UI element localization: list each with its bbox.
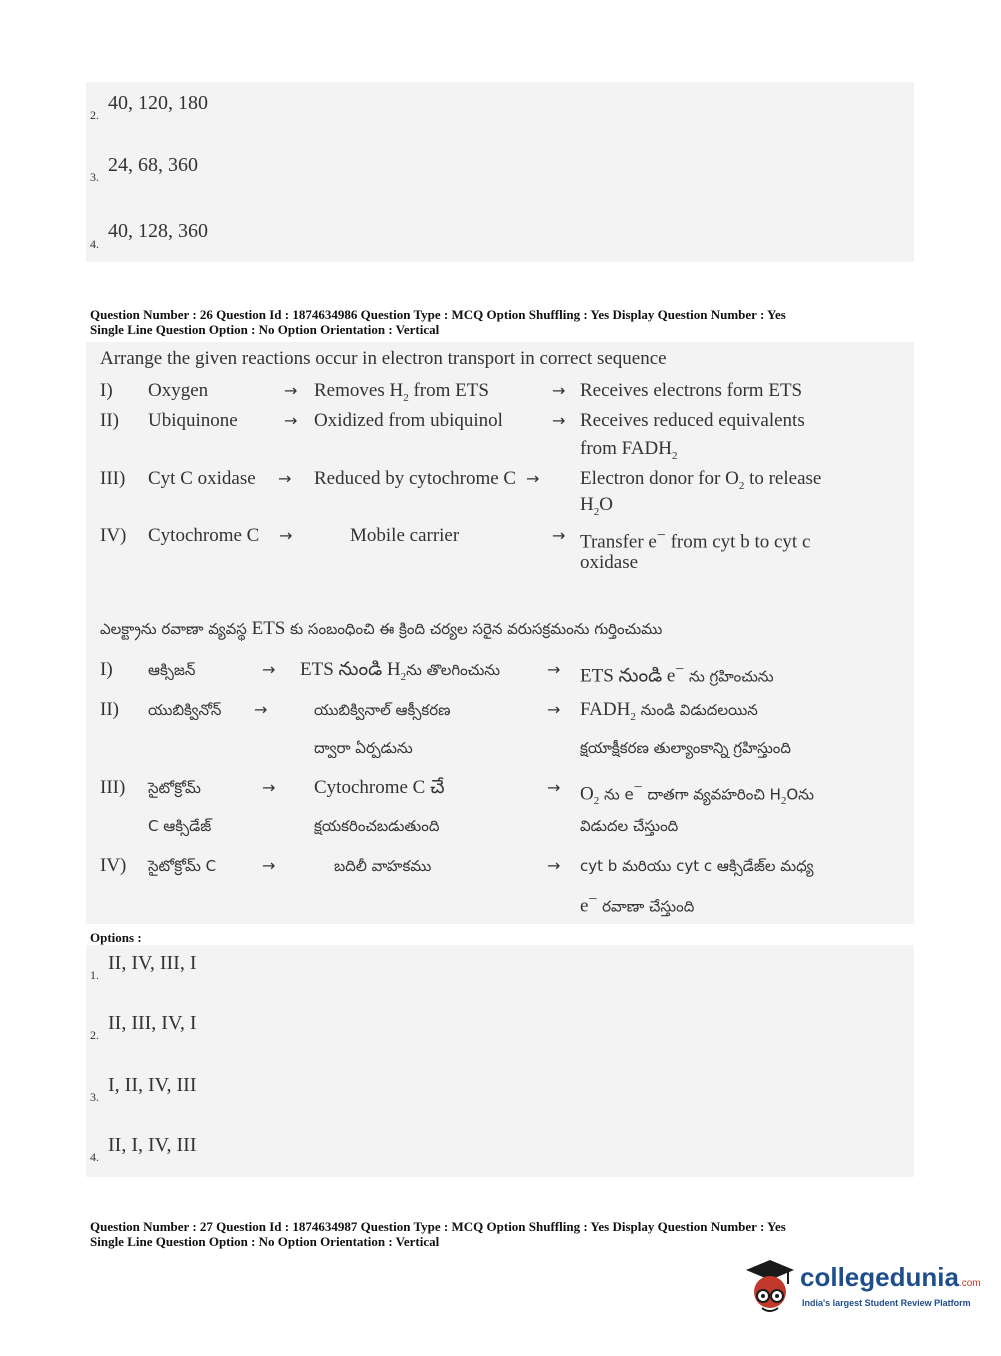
result-continued: oxidase bbox=[580, 552, 639, 573]
result: Transfer e− from cyt b to cyt c bbox=[580, 527, 811, 553]
arrow-icon: → bbox=[284, 411, 298, 430]
options-label: Options : bbox=[90, 930, 142, 945]
question-26-stem-telugu: ఎలక్ట్రాను రవాణా వ్యవస్థ ETS కు సంబంధించి ఈ క్రింది చర్యల సరైన వరుసక్రమంను గుర్తించుము bbox=[100, 618, 663, 639]
arrow-icon: → bbox=[552, 381, 566, 400]
option-number: 2. bbox=[90, 1028, 99, 1042]
action: ETS నుండి $H_2ను$ తొలగించును bbox=[300, 659, 501, 683]
result: cyt b మరియు cyt c ఆక్సిడేజ్‌ల మధ్య bbox=[580, 857, 814, 875]
option-number: 3. bbox=[90, 1090, 99, 1104]
result: $O_2$ ను e− దాతగా వ్యవహరించి $H_2Oను$ bbox=[580, 779, 814, 808]
arrow-icon: → bbox=[547, 700, 561, 719]
arrow-icon: → bbox=[262, 856, 276, 875]
option-text: II, III, IV, I bbox=[108, 1012, 197, 1034]
option-number: 2. bbox=[90, 108, 99, 122]
result: Receives electrons form ETS bbox=[580, 380, 803, 401]
question-26-stem-english: Arrange the given reactions occur in electron transport in correct sequence bbox=[100, 348, 667, 369]
entity: సైటోక్రోమ్ bbox=[148, 779, 201, 797]
option-text: 24, 68, 360 bbox=[108, 154, 198, 176]
entity: Oxygen bbox=[148, 380, 209, 401]
arrow-icon: → bbox=[552, 411, 566, 430]
arrow-icon: → bbox=[278, 469, 292, 488]
arrow-icon: → bbox=[547, 856, 561, 875]
result-continued: క్షయాక్షీకరణ తుల్యాంకాన్ని గ్రహిస్తుంది bbox=[580, 739, 792, 757]
entity: ఆక్సిజన్ bbox=[148, 661, 196, 679]
action-continued: ద్వారా ఏర్పడును bbox=[314, 739, 413, 757]
action: Reduced by cytochrome C bbox=[314, 468, 517, 489]
result: $FADH_2$ నుండి విడుదలయిన bbox=[580, 699, 758, 723]
result: Electron donor for $O_2$ to release bbox=[580, 468, 822, 492]
arrow-icon: → bbox=[262, 660, 276, 679]
roman-numeral: I) bbox=[100, 659, 113, 680]
roman-numeral: IV) bbox=[100, 525, 127, 546]
result: ETS నుండి e− ను గ్రహించును bbox=[580, 661, 774, 687]
option-text: II, IV, III, I bbox=[108, 952, 197, 974]
brand-name: collegedunia.com bbox=[800, 1262, 981, 1292]
arrow-icon: → bbox=[547, 660, 561, 679]
roman-numeral: III) bbox=[100, 468, 126, 489]
option-text: 40, 128, 360 bbox=[108, 220, 208, 242]
arrow-icon: → bbox=[526, 469, 540, 488]
question-26-meta-line1: Question Number : 26 Question Id : 1874634986 Question Type : MCQ Option Shuffling : Yes Display Question Number : Yes bbox=[90, 307, 786, 322]
arrow-icon: → bbox=[279, 526, 293, 545]
action: Removes $H_2$ from ETS bbox=[314, 380, 489, 404]
entity: Cyt C oxidase bbox=[148, 468, 256, 489]
arrow-icon: → bbox=[552, 526, 566, 545]
option-text: I, II, IV, III bbox=[108, 1074, 197, 1096]
result-continued: విడుదల చేస్తుంది bbox=[580, 817, 679, 835]
mascot-icon bbox=[740, 1256, 796, 1318]
roman-numeral: III) bbox=[100, 777, 126, 798]
option-text: 40, 120, 180 bbox=[108, 92, 208, 114]
arrow-icon: → bbox=[262, 778, 276, 797]
roman-numeral: II) bbox=[100, 410, 119, 431]
collegedunia-logo bbox=[740, 1256, 981, 1322]
roman-numeral: I) bbox=[100, 380, 113, 401]
option-number: 4. bbox=[90, 1150, 99, 1164]
entity-continued: C ఆక్సిడేజ్ bbox=[148, 817, 212, 835]
entity: Cytochrome C bbox=[148, 525, 260, 546]
prev-options-panel bbox=[86, 82, 914, 262]
brand-tagline: India's largest Student Review Platform bbox=[802, 1298, 971, 1308]
action-continued: క్షయకరించబడుతుంది bbox=[314, 817, 440, 835]
arrow-icon: → bbox=[284, 381, 298, 400]
action: బదిలీ వాహకము bbox=[334, 857, 432, 875]
roman-numeral: II) bbox=[100, 699, 119, 720]
entity: సైటోక్రోమ్ C bbox=[148, 857, 217, 875]
result-continued: $H_2O$ bbox=[580, 494, 613, 518]
action: Cytochrome C చే bbox=[314, 777, 445, 798]
option-number: 3. bbox=[90, 170, 99, 184]
roman-numeral: IV) bbox=[100, 855, 127, 876]
result-continued: e− రవాణా చేస్తుంది bbox=[580, 891, 695, 917]
action: Mobile carrier bbox=[350, 525, 460, 546]
result: Receives reduced equivalents bbox=[580, 410, 805, 431]
option-number: 1. bbox=[90, 968, 99, 982]
arrow-icon: → bbox=[254, 700, 268, 719]
question-26-meta-line2: Single Line Question Option : No Option Orientation : Vertical bbox=[90, 322, 440, 337]
action: యుబిక్వినాల్ ఆక్సీకరణ bbox=[314, 701, 451, 719]
option-number: 4. bbox=[90, 237, 99, 251]
question-27-meta-line1: Question Number : 27 Question Id : 1874634987 Question Type : MCQ Option Shuffling : Yes Display Question Number : Yes bbox=[90, 1219, 786, 1234]
options-26-panel bbox=[86, 945, 914, 1177]
entity: Ubiquinone bbox=[148, 410, 238, 431]
result-continued: from $FADH_2$ bbox=[580, 438, 678, 462]
option-text: II, I, IV, III bbox=[108, 1134, 197, 1156]
action: Oxidized from ubiquinol bbox=[314, 410, 503, 431]
arrow-icon: → bbox=[547, 778, 561, 797]
entity: యుబిక్వినోన్ bbox=[148, 701, 222, 719]
question-27-meta-line2: Single Line Question Option : No Option Orientation : Vertical bbox=[90, 1234, 440, 1249]
